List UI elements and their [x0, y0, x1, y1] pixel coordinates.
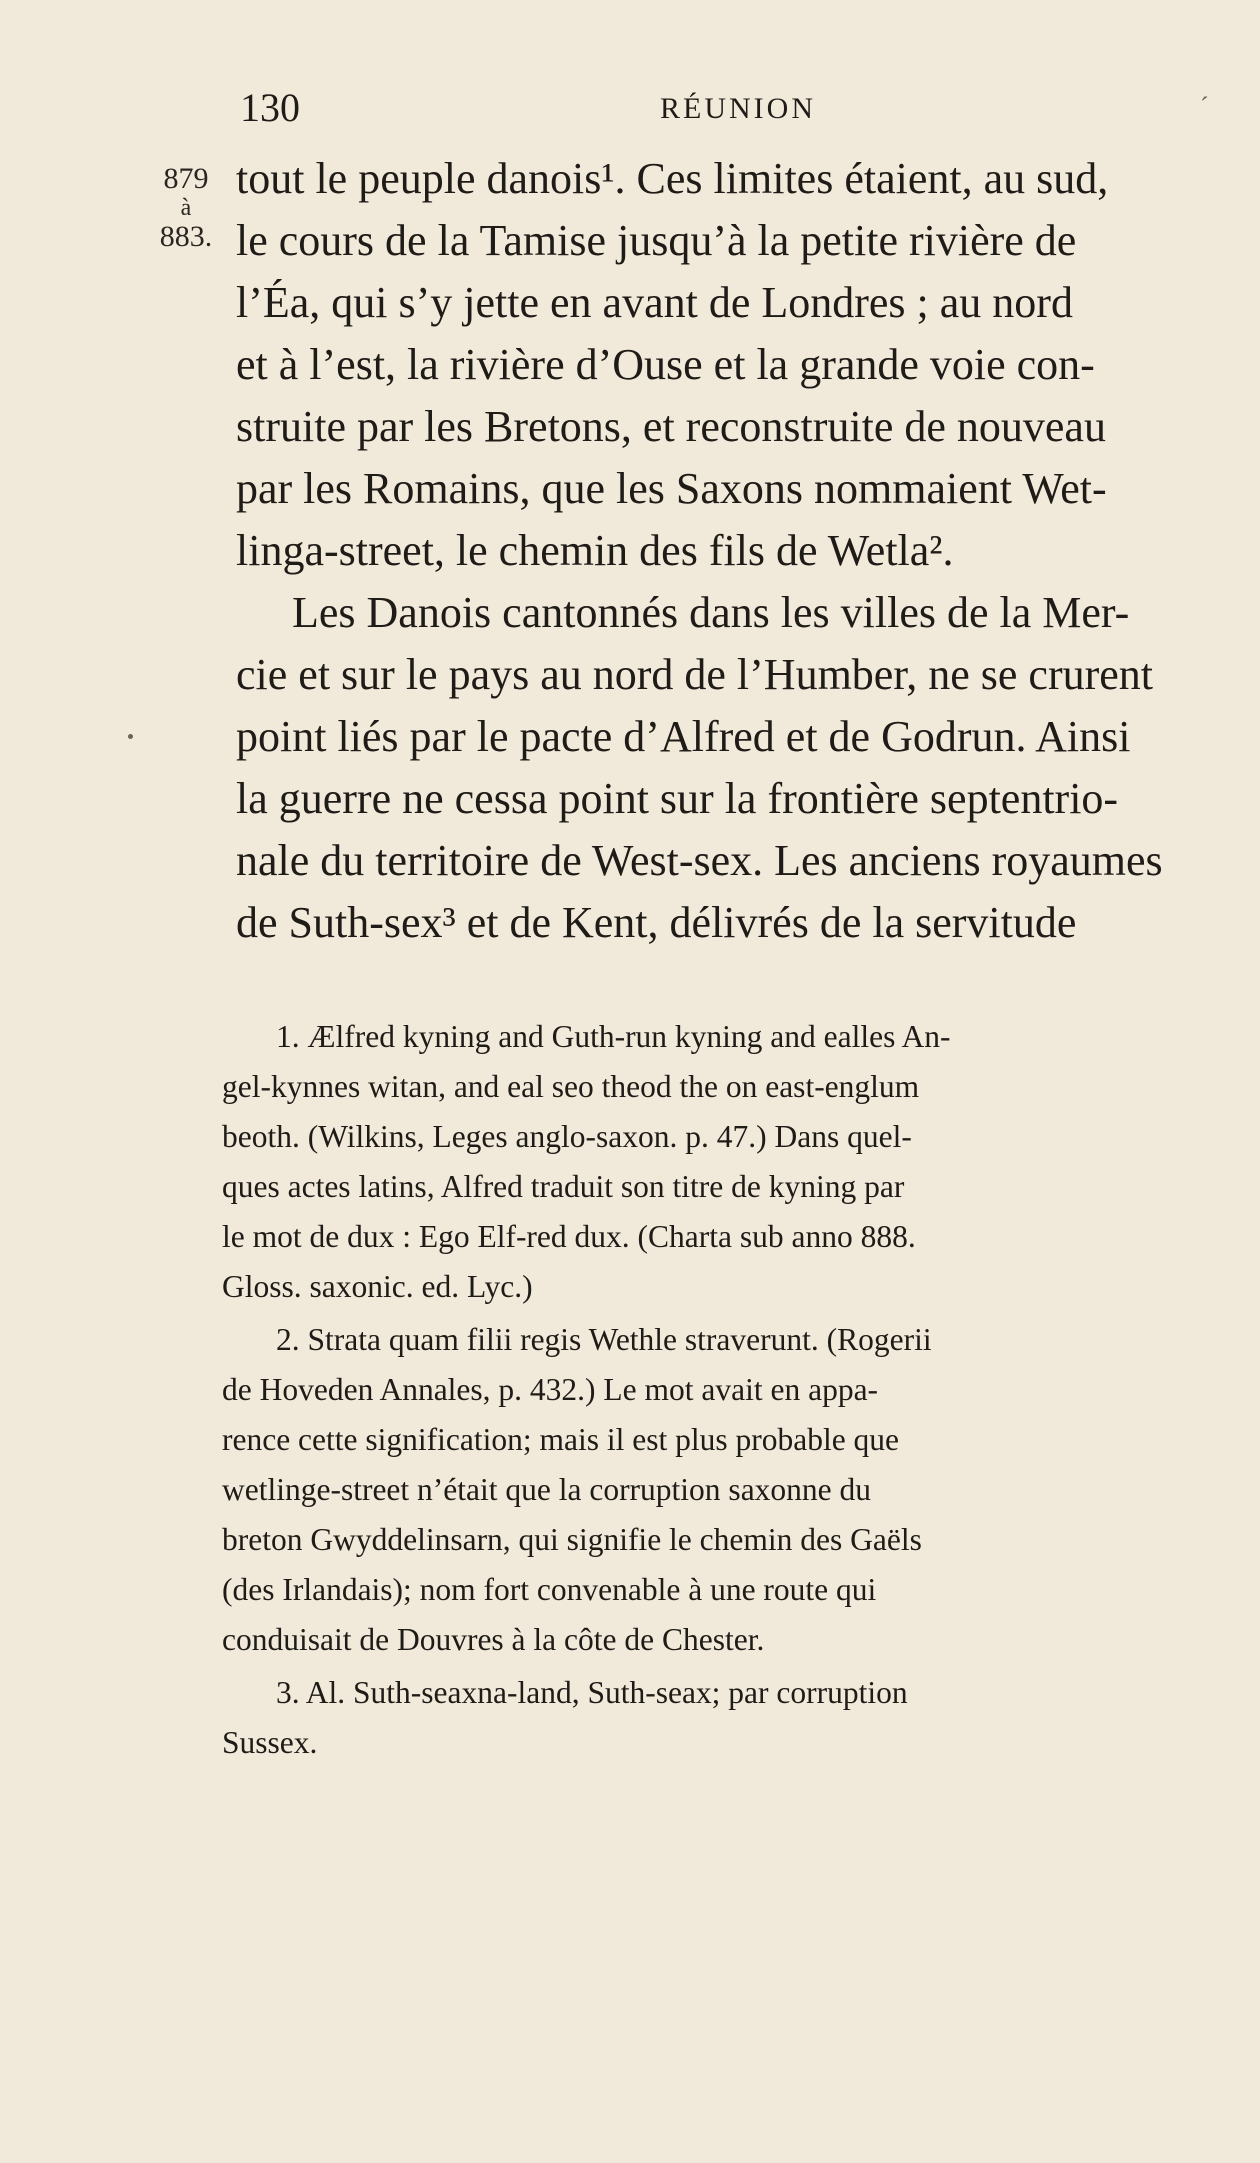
date-to: à: [180, 195, 192, 221]
text-line: le cours de la Tamise jusqu’à la petite rivière de: [236, 216, 1077, 265]
text-line: Les Danois cantonnés dans les villes de la Mer-: [292, 588, 1130, 637]
text-line: nale du territoire de West-sex. Les anciens royaumes: [236, 836, 1163, 885]
text-line: struite par les Bretons, et reconstruite de nouveau: [236, 402, 1106, 451]
footnote-line: beoth. (Wilkins, Leges anglo-saxon. p. 47.) Dans quel-: [222, 1119, 912, 1154]
text-line: par les Romains, que les Saxons nommaient Wet-: [236, 464, 1107, 513]
footnote-line: wetlinge-street n’était que la corruption saxonne du: [222, 1472, 872, 1507]
footnote-line: 1. Ælfred kyning and Guth-run kyning and ealles An-: [276, 1019, 951, 1054]
date-end: 883.: [159, 220, 213, 253]
text-line: point liés par le pacte d’Alfred et de Godrun. Ainsi: [236, 712, 1131, 761]
date-start: 879: [163, 162, 209, 195]
footnote-line: 3. Al. Suth-seaxna-land, Suth-seax; par corruption: [276, 1675, 908, 1710]
footnotes: [222, 1012, 1182, 1768]
text-line: tout le peuple danois¹. Ces limites étaient, au sud,: [236, 154, 1109, 203]
footnote-line: 2. Strata quam filii regis Wethle straverunt. (Rogerii: [276, 1322, 932, 1357]
text-line: l’Éa, qui s’y jette en avant de Londres ; au nord: [236, 278, 1073, 327]
footnote-line: breton Gwyddelinsarn, qui signifie le chemin des Gaëls: [222, 1522, 922, 1557]
footnote-line: Gloss. saxonic. ed. Lyc.): [222, 1269, 533, 1304]
text-line: la guerre ne cessa point sur la frontière septentrio-: [236, 774, 1119, 823]
text-line: linga-street, le chemin des fils de Wetla².: [236, 526, 954, 575]
text-line: de Suth-sex³ et de Kent, délivrés de la servitude: [236, 898, 1077, 947]
text-line: cie et sur le pays au nord de l’Humber, ne se crurent: [236, 650, 1153, 699]
margin-date-range: [150, 162, 222, 254]
page-header: [0, 84, 1260, 134]
text-line: et à l’est, la rivière d’Ouse et la grande voie con-: [236, 340, 1095, 389]
footnote-line: conduisait de Douvres à la côte de Chester.: [222, 1622, 765, 1657]
page-number: 130: [240, 85, 300, 130]
main-text: [236, 148, 1186, 954]
footnote-line: Sussex.: [222, 1725, 318, 1760]
margin-mark: ´: [1200, 92, 1209, 121]
footnote-line: (des Irlandais); nom fort convenable à une route qui: [222, 1572, 877, 1607]
footnote-line: ques actes latins, Alfred traduit son titre de kyning par: [222, 1169, 905, 1204]
running-title: RÉUNION: [660, 92, 816, 125]
margin-dot: [128, 734, 133, 739]
footnote-line: gel-kynnes witan, and eal seo theod the on east-englum: [222, 1069, 920, 1104]
footnote-line: rence cette signification; mais il est plus probable que: [222, 1422, 900, 1457]
footnote-line: le mot de dux : Ego Elf-red dux. (Charta sub anno 888.: [222, 1219, 916, 1254]
footnote-line: de Hoveden Annales, p. 432.) Le mot avait en appa-: [222, 1372, 879, 1407]
